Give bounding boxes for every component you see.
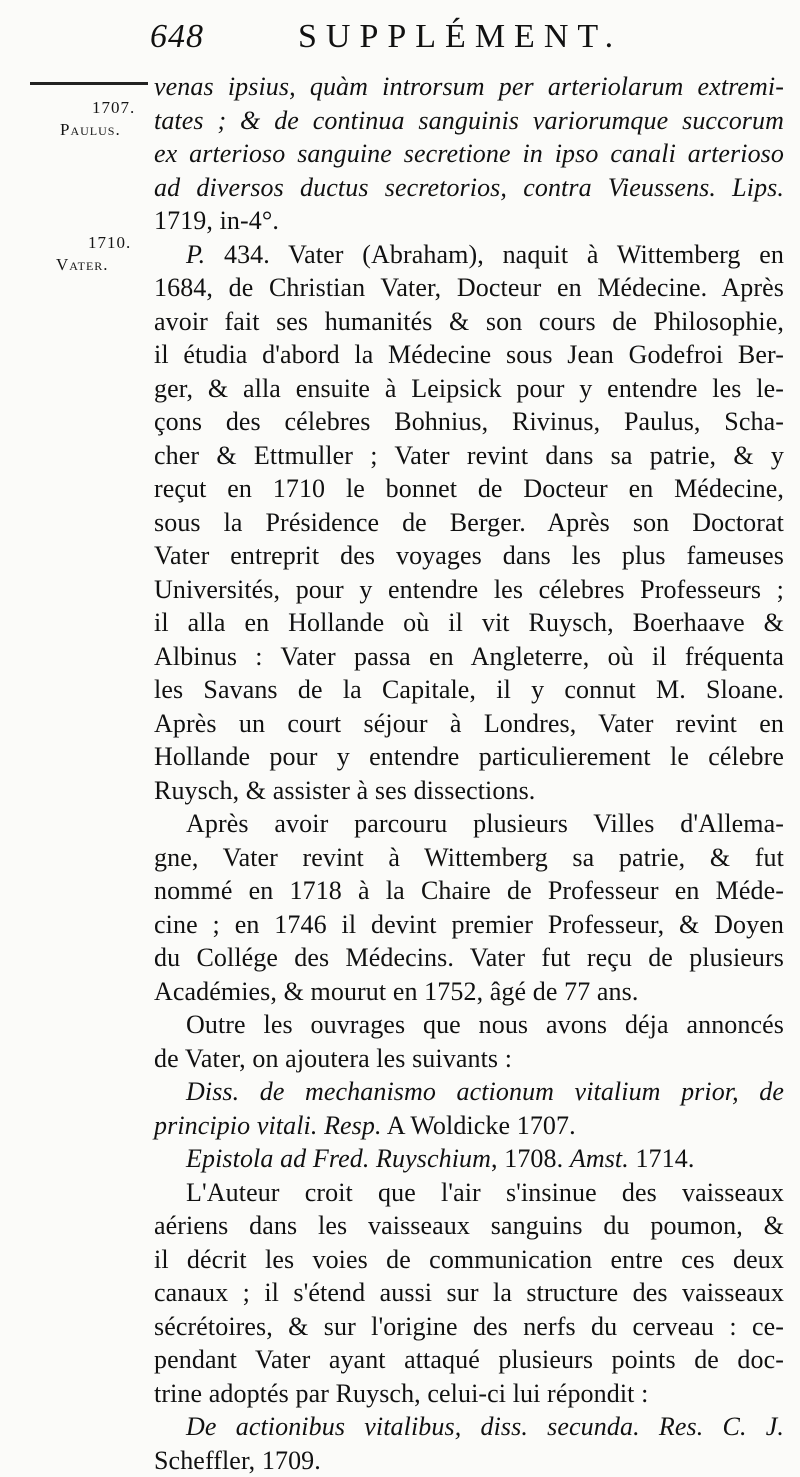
text-line xyxy=(154,1377,784,1411)
text-segment: du Collége des Médecins. Vater fut reçu de plusieurs xyxy=(154,943,784,972)
text-segment: Epistola ad Fred. Ruyschium xyxy=(186,1144,491,1173)
text-line xyxy=(154,137,784,171)
text-segment: nommé en 1718 à la Chaire de Professeur en Méde- xyxy=(154,876,784,905)
text-segment: Outre les ouvrages que nous avons déja annoncés xyxy=(186,1010,784,1039)
text-segment: ger, & alla ensuite à Leipsick pour y entendre les le- xyxy=(154,374,784,403)
text-line xyxy=(154,841,784,875)
text-line xyxy=(154,305,784,339)
text-line xyxy=(154,171,784,205)
text-line xyxy=(154,573,784,607)
text-segment: Scheffler, 1709. xyxy=(154,1446,321,1475)
text-line xyxy=(154,472,784,506)
text-segment: L'Auteur croit que l'air s'insinue des vaisseaux xyxy=(186,1178,784,1207)
margin-note-name: Paulus. xyxy=(60,119,135,141)
text-segment: Diss. de mechanismo actionum vitalium prior, de xyxy=(186,1077,784,1106)
margin-note-paulus xyxy=(60,97,135,141)
text-segment: Après un court séjour à Londres, Vater revint en xyxy=(154,709,784,738)
margin-note-vater xyxy=(56,232,131,276)
text-line xyxy=(154,908,784,942)
text-line xyxy=(154,975,784,1009)
text-line xyxy=(154,238,784,272)
text-segment: 1714. xyxy=(629,1144,695,1173)
margin-rule xyxy=(30,82,148,85)
text-line xyxy=(154,774,784,808)
text-segment: tates ; & de continua sanguinis variorumque succorum xyxy=(154,106,784,135)
text-line xyxy=(154,271,784,305)
margin-note-year: 1707. xyxy=(60,97,135,119)
text-line xyxy=(154,874,784,908)
text-line xyxy=(154,807,784,841)
text-line xyxy=(154,673,784,707)
text-segment: aériens dans les vaisseaux sanguins du poumon, & xyxy=(154,1211,784,1240)
text-segment: , 1708. xyxy=(491,1144,570,1173)
text-segment: 1684, de Christian Vater, Docteur en Médecine. Après xyxy=(154,273,784,302)
text-segment: 434. Vater (Abraham), naquit à Wittemberg en xyxy=(205,240,784,269)
text-line xyxy=(154,539,784,573)
text-line xyxy=(154,606,784,640)
text-segment: 1719, in-4°. xyxy=(154,206,279,235)
page-header xyxy=(150,12,770,60)
text-line xyxy=(154,1008,784,1042)
text-segment: il alla en Hollande où il vit Ruysch, Boerhaave & xyxy=(154,608,784,637)
text-segment: P. xyxy=(186,240,205,269)
text-segment: Hollande pour y entendre particulierement le célebre xyxy=(154,742,784,771)
text-line xyxy=(154,405,784,439)
text-line xyxy=(154,1243,784,1277)
text-segment: pendant Vater ayant attaqué plusieurs points de doc- xyxy=(154,1345,784,1374)
text-segment: ad diversos ductus secretorios, contra Vieussens. Lips. xyxy=(154,173,784,202)
text-segment: venas ipsius, quàm introrsum per arteriolarum extremi- xyxy=(154,72,784,101)
text-line xyxy=(154,439,784,473)
text-line xyxy=(154,1176,784,1210)
margin-note-year: 1710. xyxy=(56,232,131,254)
text-line xyxy=(154,506,784,540)
text-line xyxy=(154,204,784,238)
text-segment: Après avoir parcouru plusieurs Villes d'Allema- xyxy=(186,809,784,838)
text-segment: ex arterioso sanguine secretione in ipso canali arterioso xyxy=(154,139,784,168)
text-line xyxy=(154,740,784,774)
text-line xyxy=(154,104,784,138)
text-segment: reçut en 1710 le bonnet de Docteur en Médecine, xyxy=(154,474,784,503)
text-line xyxy=(154,372,784,406)
text-line xyxy=(154,640,784,674)
text-segment: canaux ; il s'étend aussi sur la structure des vaisseaux xyxy=(154,1278,784,1307)
text-line xyxy=(154,1142,784,1176)
text-segment: principio vitali. Resp. xyxy=(154,1111,382,1140)
text-line xyxy=(154,1276,784,1310)
text-line xyxy=(154,707,784,741)
text-segment: çons des célebres Bohnius, Rivinus, Paulus, Scha- xyxy=(154,407,784,436)
text-segment: il décrit les voies de communication entre ces deux xyxy=(154,1245,784,1274)
text-line xyxy=(154,1444,784,1477)
body-text xyxy=(154,70,784,1477)
text-line xyxy=(154,1310,784,1344)
text-segment: Ruysch, & assister à ses dissections. xyxy=(154,776,535,805)
text-segment: cher & Ettmuller ; Vater revint dans sa patrie, & y xyxy=(154,441,784,470)
text-line xyxy=(154,1209,784,1243)
text-segment: De actionibus vitalibus, diss. secunda. Res. C. J. xyxy=(186,1412,784,1441)
text-line xyxy=(154,70,784,104)
page-number: 648 xyxy=(150,18,204,56)
text-segment: sécrétoires, & sur l'origine des nerfs du cerveau : ce- xyxy=(154,1312,784,1341)
text-line xyxy=(154,1410,784,1444)
text-segment: cine ; en 1746 il devint premier Professeur, & Doyen xyxy=(154,910,784,939)
text-line xyxy=(154,1042,784,1076)
text-segment: les Savans de la Capitale, il y connut M. Sloane. xyxy=(154,675,784,704)
text-line xyxy=(154,338,784,372)
text-segment: avoir fait ses humanités & son cours de Philosophie, xyxy=(154,307,784,336)
text-segment: gne, Vater revint à Wittemberg sa patrie, & fut xyxy=(154,843,784,872)
text-segment: trine adoptés par Ruysch, celui-ci lui répondit : xyxy=(154,1379,648,1408)
text-segment: Académies, & mourut en 1752, âgé de 77 ans. xyxy=(154,977,638,1006)
text-segment: Universités, pour y entendre les célebres Professeurs ; xyxy=(154,575,784,604)
text-segment: de Vater, on ajoutera les suivants : xyxy=(154,1044,512,1073)
running-head: SUPPLÉMENT. xyxy=(298,18,622,56)
margin-note-name: Vater. xyxy=(56,254,131,276)
text-segment: Albinus : Vater passa en Angleterre, où il fréquenta xyxy=(154,642,784,671)
text-segment: Vater entreprit des voyages dans les plus fameuses xyxy=(154,541,784,570)
text-line xyxy=(154,1109,784,1143)
text-segment: sous la Présidence de Berger. Après son Doctorat xyxy=(154,508,784,537)
text-line xyxy=(154,941,784,975)
text-line xyxy=(154,1075,784,1109)
text-segment: il étudia d'abord la Médecine sous Jean Godefroi Ber- xyxy=(154,340,784,369)
text-line xyxy=(154,1343,784,1377)
text-segment: Amst. xyxy=(570,1144,629,1173)
text-segment: A Woldicke 1707. xyxy=(382,1111,576,1140)
